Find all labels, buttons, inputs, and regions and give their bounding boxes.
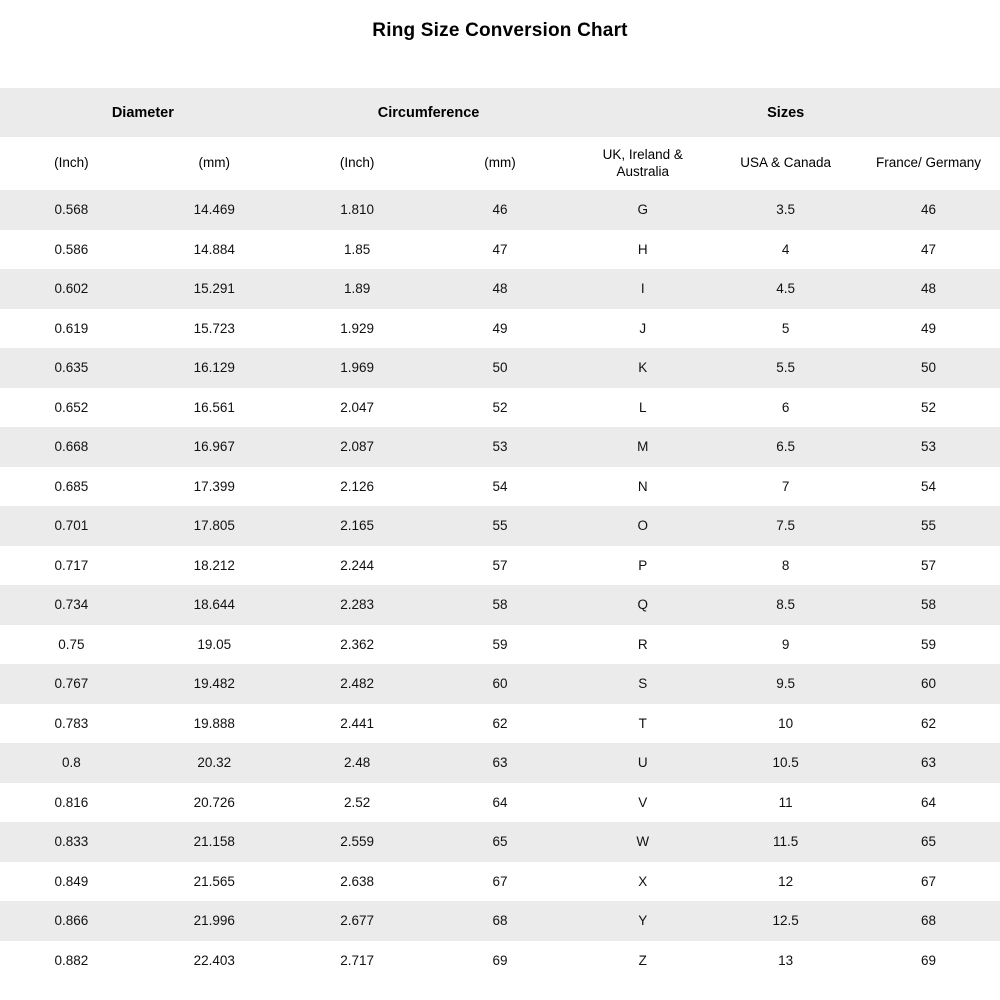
- table-cell: 2.717: [340, 952, 374, 968]
- table-cell: 55: [492, 518, 508, 534]
- table-row: [0, 585, 1000, 625]
- table-cell: 0.568: [54, 202, 89, 218]
- table-cell: 55: [920, 518, 936, 534]
- table-cell: R: [637, 636, 648, 652]
- table-cell: 21.158: [193, 834, 235, 850]
- table-cell: 63: [492, 755, 508, 771]
- table-cell: 11.5: [773, 834, 799, 850]
- table-cell: T: [638, 715, 647, 731]
- table-cell: 47: [492, 241, 508, 257]
- ring-size-conversion-table: [0, 88, 1000, 980]
- table-cell: 14.469: [193, 202, 235, 218]
- table-cell: 57: [920, 557, 936, 573]
- table-row: [0, 190, 1000, 230]
- table-cell: 16.129: [193, 360, 235, 376]
- table-cell: 53: [920, 439, 936, 455]
- table-cell: 2.48: [343, 755, 371, 771]
- table-body: [0, 190, 1000, 980]
- table-cell: Y: [638, 913, 648, 929]
- table-cell: 15.723: [193, 320, 235, 336]
- table-cell: 1.810: [340, 202, 374, 218]
- column-header-circumference-inch: (Inch): [339, 155, 375, 171]
- table-cell: 67: [492, 873, 508, 889]
- table-cell: 53: [492, 439, 508, 455]
- table-cell: 9: [781, 636, 790, 652]
- table-cell: 8.5: [776, 597, 796, 613]
- table-cell: 21.565: [193, 873, 235, 889]
- table-cell: 16.967: [193, 439, 235, 455]
- table-cell: 0.701: [54, 518, 89, 534]
- table-cell: 46: [920, 202, 936, 218]
- table-cell: 59: [920, 636, 936, 652]
- table-cell: 69: [920, 952, 936, 968]
- table-cell: 20.726: [193, 794, 235, 810]
- table-cell: 14.884: [193, 241, 235, 257]
- table-cell: 5: [781, 320, 790, 336]
- table-cell: 2.126: [340, 478, 374, 494]
- table-cell: 2.283: [340, 597, 374, 613]
- table-cell: G: [637, 202, 649, 218]
- column-header-uk-ireland-australia: UK, Ireland & Australia: [602, 146, 683, 179]
- table-cell: 15.291: [193, 281, 235, 297]
- column-header-france-germany: France/ Germany: [875, 155, 981, 171]
- table-cell: 6.5: [776, 439, 796, 455]
- table-cell: 48: [920, 281, 936, 297]
- table-cell: 8: [781, 557, 790, 573]
- table-cell: V: [638, 794, 648, 810]
- group-header-sizes: Sizes: [767, 104, 805, 121]
- table-row: [0, 822, 1000, 862]
- table-cell: 19.888: [193, 715, 235, 731]
- table-row: [0, 269, 1000, 309]
- group-header-circumference: Circumference: [377, 104, 480, 121]
- column-header-diameter-mm: (mm): [198, 155, 230, 171]
- table-cell: 2.482: [340, 676, 374, 692]
- table-cell: 2.047: [340, 399, 374, 415]
- table-cell: 2.677: [340, 913, 374, 929]
- table-cell: N: [637, 478, 648, 494]
- table-row: [0, 427, 1000, 467]
- table-row: [0, 783, 1000, 823]
- table-cell: 2.638: [340, 873, 374, 889]
- table-cell: 0.783: [54, 715, 89, 731]
- table-column-header-row: [0, 137, 1000, 190]
- table-cell: 2.244: [340, 557, 374, 573]
- table-group-header-row: [0, 88, 1000, 137]
- table-row: [0, 388, 1000, 428]
- table-cell: 11: [778, 794, 793, 810]
- table-cell: 0.652: [54, 399, 89, 415]
- table-cell: 49: [920, 320, 936, 336]
- table-cell: 46: [492, 202, 508, 218]
- table-cell: 68: [920, 913, 936, 929]
- table-cell: 21.996: [193, 913, 235, 929]
- table-cell: M: [637, 439, 649, 455]
- table-cell: 54: [492, 478, 508, 494]
- table-cell: 0.734: [54, 597, 89, 613]
- table-cell: 1.89: [343, 281, 371, 297]
- table-cell: 0.685: [54, 478, 89, 494]
- table-cell: 63: [920, 755, 936, 771]
- table-cell: 67: [920, 873, 936, 889]
- table-cell: 0.75: [58, 636, 85, 652]
- table-cell: 6: [781, 399, 790, 415]
- table-cell: 16.561: [193, 399, 235, 415]
- table-cell: 12: [778, 873, 794, 889]
- table-cell: 68: [492, 913, 508, 929]
- table-row: [0, 625, 1000, 665]
- table-cell: 54: [920, 478, 936, 494]
- table-cell: 22.403: [193, 952, 235, 968]
- table-cell: 57: [492, 557, 508, 573]
- table-cell: 0.668: [54, 439, 89, 455]
- table-cell: 69: [492, 952, 508, 968]
- table-cell: X: [638, 873, 648, 889]
- table-cell: 64: [492, 794, 508, 810]
- table-cell: 19.482: [193, 676, 235, 692]
- table-cell: 47: [920, 241, 936, 257]
- table-cell: 62: [492, 715, 508, 731]
- table-cell: P: [638, 557, 648, 573]
- table-cell: 1.85: [343, 241, 371, 257]
- table-cell: 0.866: [54, 913, 89, 929]
- table-cell: 2.52: [343, 794, 371, 810]
- table-cell: 9.5: [776, 676, 796, 692]
- table-cell: 3.5: [776, 202, 796, 218]
- table-cell: 1.929: [340, 320, 374, 336]
- table-cell: 5.5: [776, 360, 796, 376]
- table-cell: 2.165: [340, 518, 374, 534]
- table-cell: I: [640, 281, 645, 297]
- table-cell: 58: [492, 597, 508, 613]
- table-cell: 0.8: [62, 755, 81, 771]
- table-cell: 0.717: [54, 557, 89, 573]
- table-cell: 1.969: [340, 360, 374, 376]
- table-cell: 52: [492, 399, 508, 415]
- group-header-diameter: Diameter: [111, 104, 174, 121]
- table-cell: W: [636, 834, 650, 850]
- table-cell: K: [638, 360, 648, 376]
- table-cell: 18.644: [193, 597, 235, 613]
- table-cell: 0.849: [54, 873, 89, 889]
- table-row: [0, 506, 1000, 546]
- table-cell: 65: [492, 834, 508, 850]
- table-row: [0, 901, 1000, 941]
- table-cell: 17.805: [193, 518, 235, 534]
- table-cell: Q: [637, 597, 649, 613]
- table-cell: 4: [781, 241, 790, 257]
- table-row: [0, 230, 1000, 270]
- table-cell: 10.5: [772, 755, 799, 771]
- table-cell: 0.767: [54, 676, 89, 692]
- table-cell: 0.635: [54, 360, 89, 376]
- table-cell: 10: [778, 715, 794, 731]
- table-cell: 2.087: [340, 439, 374, 455]
- table-row: [0, 664, 1000, 704]
- column-header-diameter-inch: (Inch): [54, 155, 89, 171]
- table-row: [0, 546, 1000, 586]
- table-cell: 13: [778, 952, 794, 968]
- table-cell: 7: [781, 478, 790, 494]
- table-row: [0, 743, 1000, 783]
- table-row: [0, 941, 1000, 981]
- column-header-usa-canada: USA & Canada: [740, 155, 832, 171]
- table-cell: 48: [492, 281, 508, 297]
- table-cell: 50: [492, 360, 508, 376]
- table-cell: 50: [920, 360, 936, 376]
- table-cell: Z: [638, 952, 647, 968]
- table-cell: 58: [920, 597, 936, 613]
- table-row: [0, 348, 1000, 388]
- table-row: [0, 862, 1000, 902]
- table-cell: 59: [492, 636, 508, 652]
- table-cell: H: [637, 241, 648, 257]
- column-header-circumference-mm: (mm): [484, 155, 516, 171]
- table-cell: 20.32: [197, 755, 232, 771]
- table-cell: 0.586: [54, 241, 89, 257]
- table-cell: J: [639, 320, 647, 336]
- table-cell: 60: [920, 676, 936, 692]
- table-cell: 52: [920, 399, 936, 415]
- table-row: [0, 467, 1000, 507]
- table-cell: 2.362: [340, 636, 374, 652]
- table-row: [0, 704, 1000, 744]
- table-cell: 0.833: [54, 834, 89, 850]
- table-cell: 62: [920, 715, 936, 731]
- table-cell: 65: [920, 834, 936, 850]
- table-cell: 18.212: [193, 557, 235, 573]
- table-cell: 12.5: [772, 913, 799, 929]
- table-cell: S: [638, 676, 648, 692]
- table-cell: 2.559: [340, 834, 374, 850]
- table-cell: 49: [492, 320, 508, 336]
- table-cell: 0.619: [54, 320, 89, 336]
- table-cell: 64: [920, 794, 936, 810]
- table-cell: 19.05: [197, 636, 232, 652]
- table-cell: 4.5: [776, 281, 796, 297]
- page-title: Ring Size Conversion Chart: [372, 20, 628, 41]
- table-cell: 0.816: [54, 794, 89, 810]
- table-cell: 0.602: [54, 281, 89, 297]
- table-cell: 60: [492, 676, 508, 692]
- table-cell: 0.882: [54, 952, 89, 968]
- table-cell: 17.399: [193, 478, 235, 494]
- table-cell: L: [639, 399, 647, 415]
- table-cell: O: [637, 518, 649, 534]
- table-row: [0, 309, 1000, 349]
- table-cell: 2.441: [340, 715, 374, 731]
- table-cell: U: [637, 755, 648, 771]
- table-cell: 7.5: [776, 518, 796, 534]
